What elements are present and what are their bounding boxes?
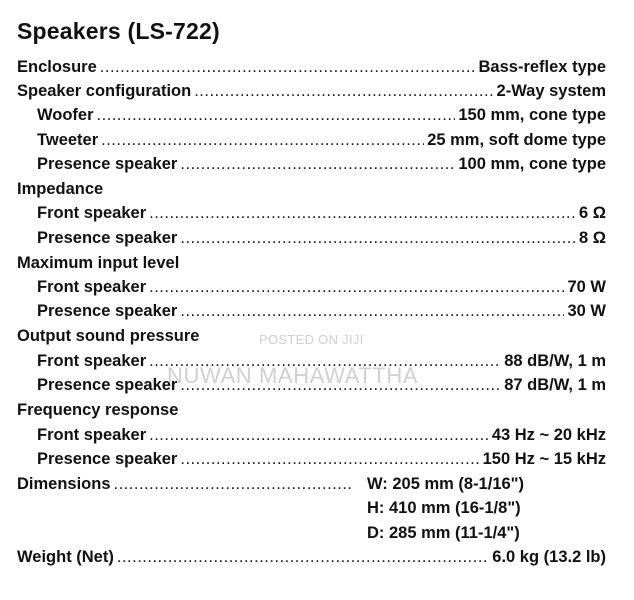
- spec-row-speaker-configuration: [17, 82, 606, 104]
- spec-label: Speaker configuration: [17, 82, 192, 100]
- watermark-owner-name: NUWAN MAHAWATTHA: [167, 363, 419, 388]
- dimension-depth: D: 285 mm (11-1/4"): [367, 524, 520, 542]
- spec-row-woofer: [37, 106, 606, 128]
- spec-value: 70 W: [567, 278, 606, 296]
- dot-leader: [117, 548, 489, 567]
- spec-row-dimensions: [17, 475, 357, 497]
- spec-row-impedance-front: [37, 204, 606, 226]
- spec-row-frequency-presence: [37, 450, 606, 472]
- dot-leader: [180, 450, 479, 469]
- dot-leader: [97, 106, 456, 125]
- spec-value: 87 dB/W, 1 m: [504, 376, 606, 394]
- spec-label: Enclosure: [17, 58, 97, 76]
- spec-label: Dimensions: [17, 475, 111, 493]
- dot-leader: [101, 131, 424, 150]
- dot-leader: [114, 475, 354, 494]
- dot-leader: [180, 229, 576, 248]
- spec-label: Front speaker: [37, 278, 147, 296]
- dimension-width: W: 205 mm (8-1/16"): [367, 475, 524, 493]
- section-heading-output-spl: Output sound pressure: [17, 327, 200, 345]
- section-heading-impedance: Impedance: [17, 180, 104, 198]
- spec-value: 150 mm, cone type: [458, 106, 606, 124]
- spec-value: 88 dB/W, 1 m: [504, 352, 606, 370]
- dot-leader: [149, 278, 564, 297]
- spec-value: 150 Hz ~ 15 kHz: [482, 450, 606, 468]
- dot-leader: [180, 155, 455, 174]
- spec-label: Presence speaker: [37, 376, 178, 394]
- spec-row-impedance-presence: [37, 229, 606, 251]
- spec-row-tweeter: [37, 131, 606, 153]
- spec-row-max-input-presence: [37, 302, 606, 324]
- spec-value: 43 Hz ~ 20 kHz: [491, 426, 606, 444]
- spec-value: 25 mm, soft dome type: [427, 131, 606, 149]
- spec-value: 100 mm, cone type: [458, 155, 606, 173]
- dot-leader: [100, 58, 476, 77]
- spec-row-presence-speaker: [37, 155, 606, 177]
- dot-leader: [149, 426, 489, 445]
- spec-row-max-input-front: [37, 278, 606, 300]
- spec-label: Tweeter: [37, 131, 99, 149]
- spec-row-enclosure: [17, 58, 606, 80]
- spec-label: Presence speaker: [37, 450, 178, 468]
- spec-row-frequency-front: [37, 426, 606, 448]
- spec-value: 2-Way system: [496, 82, 606, 100]
- spec-label: Presence speaker: [37, 302, 178, 320]
- dot-leader: [194, 82, 493, 101]
- section-heading-frequency-response: Frequency response: [17, 401, 179, 419]
- dimension-height: H: 410 mm (16-1/8"): [367, 499, 521, 517]
- dot-leader: [149, 204, 576, 223]
- spec-value: 30 W: [567, 302, 606, 320]
- section-heading-max-input: Maximum input level: [17, 254, 180, 272]
- spec-value: 6 Ω: [579, 204, 606, 222]
- spec-value: 8 Ω: [579, 229, 606, 247]
- spec-row-weight: [17, 548, 606, 570]
- spec-label: Front speaker: [37, 204, 147, 222]
- spec-label: Woofer: [37, 106, 94, 124]
- dot-leader: [180, 302, 564, 321]
- watermark-posted-on: POSTED ON JIJI: [259, 332, 364, 347]
- spec-label: Front speaker: [37, 426, 147, 444]
- spec-label: Presence speaker: [37, 155, 178, 173]
- spec-value: Bass-reflex type: [478, 58, 606, 76]
- page-title: Speakers (LS-722): [17, 18, 220, 44]
- spec-label: Weight (Net): [17, 548, 114, 566]
- spec-label: Front speaker: [37, 352, 147, 370]
- spec-label: Presence speaker: [37, 229, 178, 247]
- spec-value: 6.0 kg (13.2 lb): [492, 548, 606, 566]
